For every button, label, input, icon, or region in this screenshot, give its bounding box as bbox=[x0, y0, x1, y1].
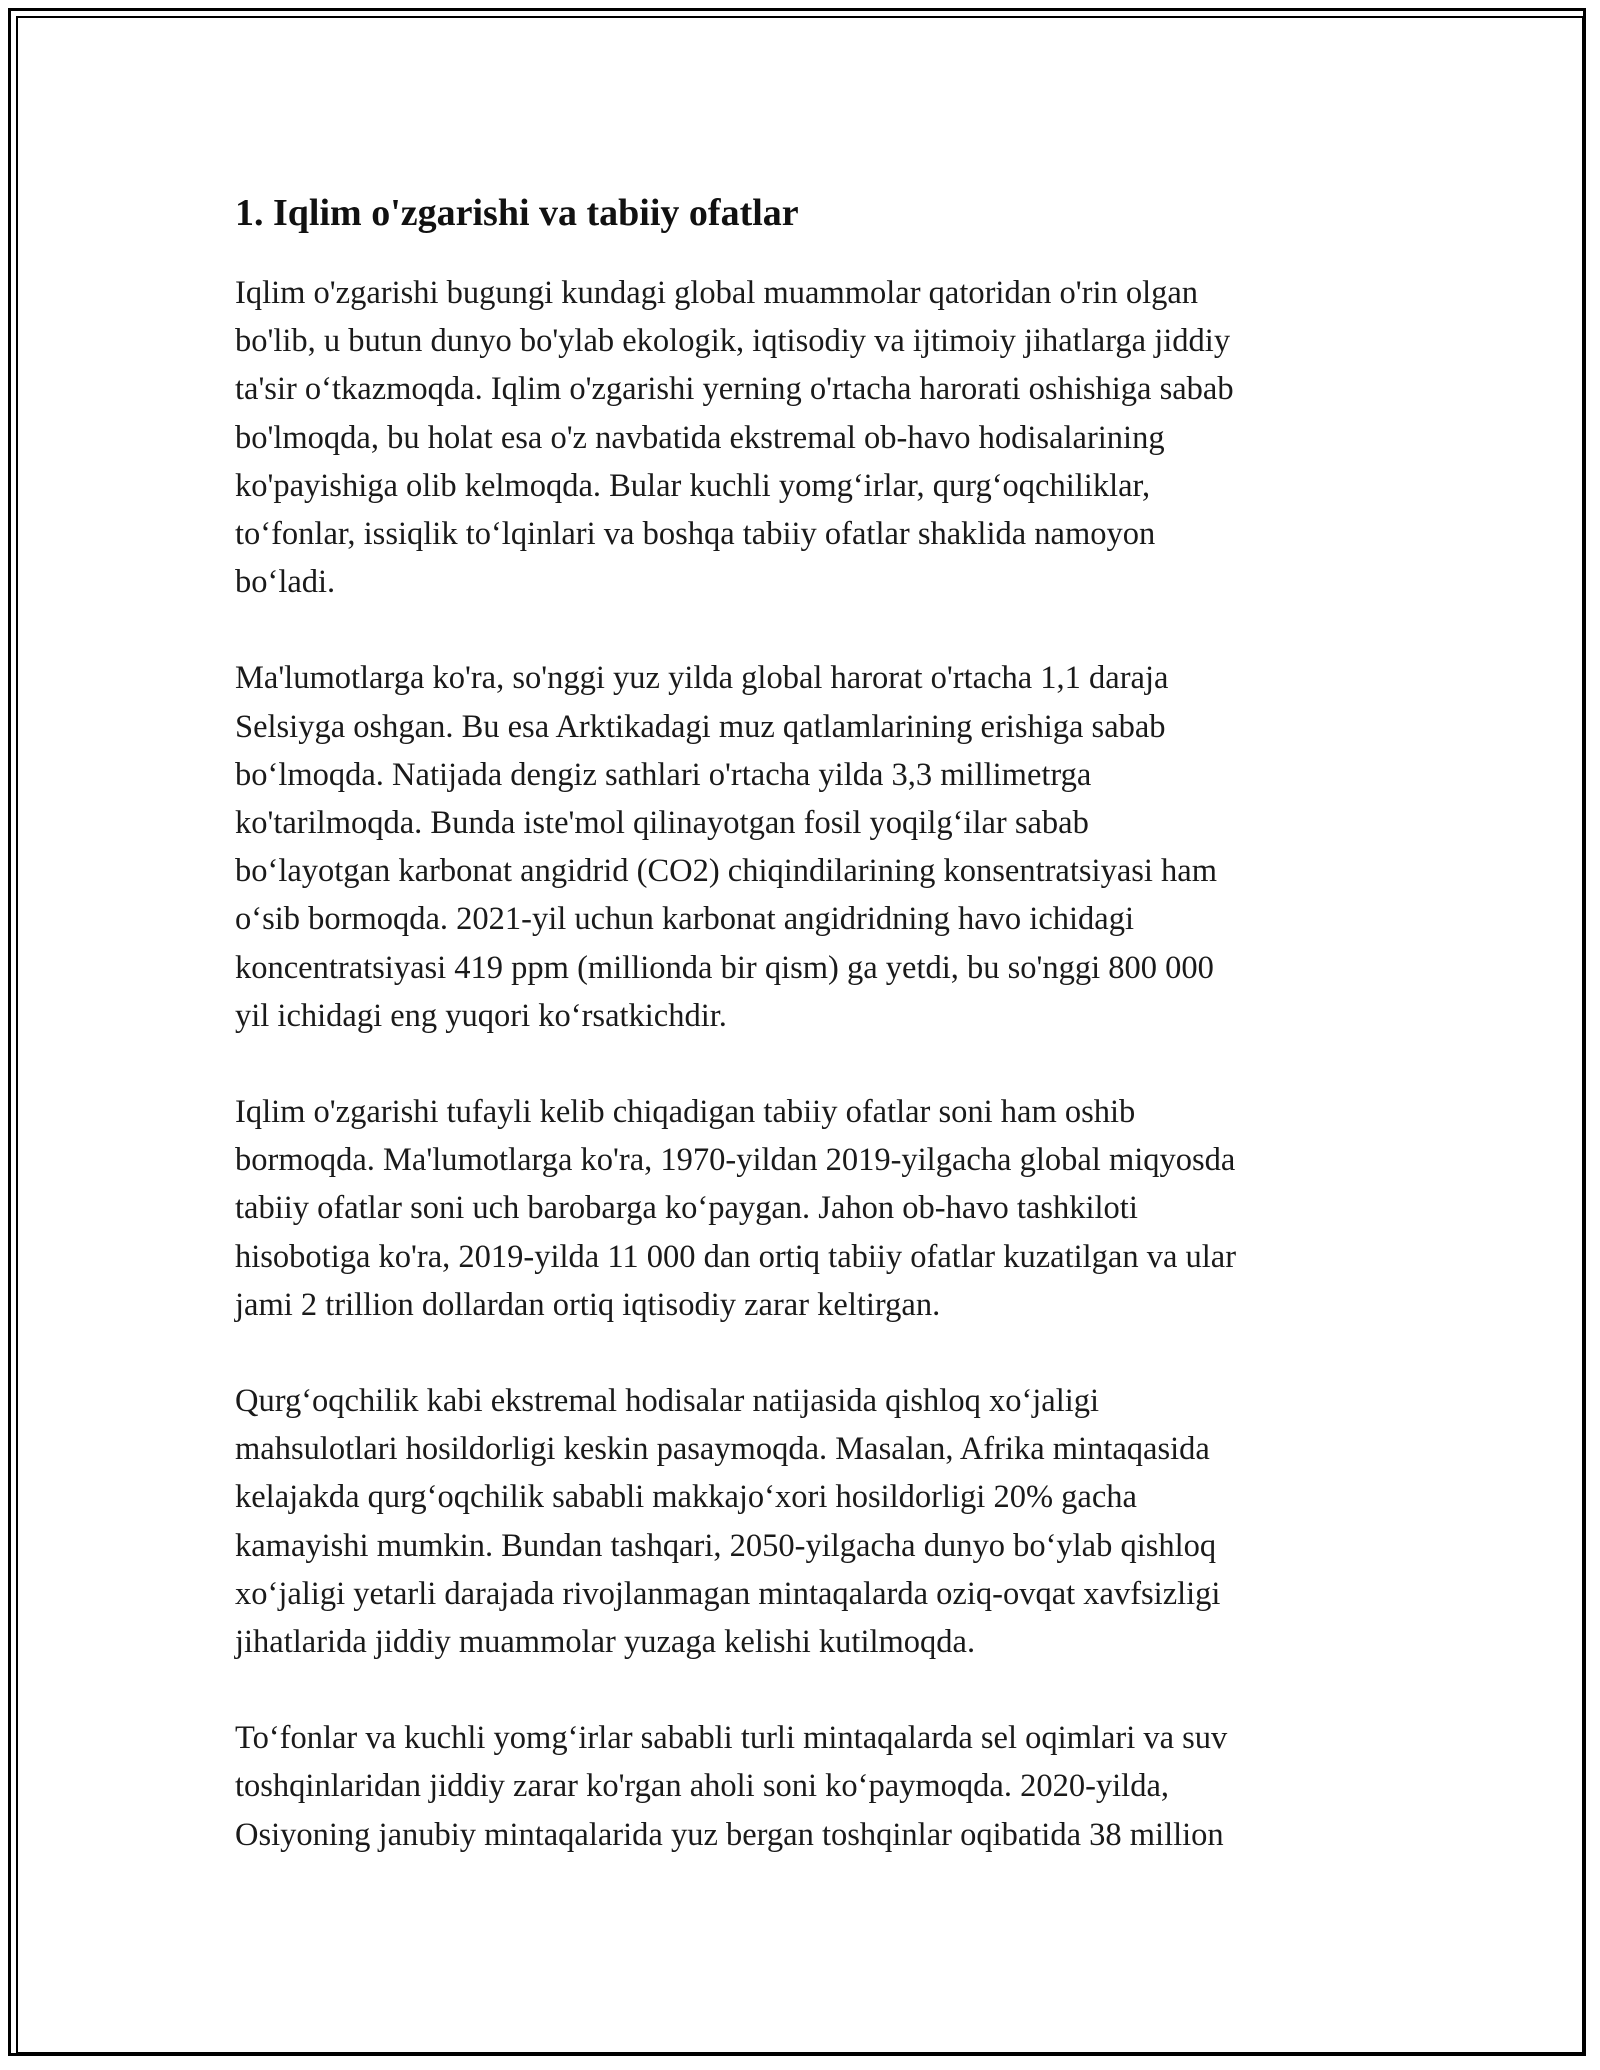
paragraph-line: Iqlim o'zgarishi bugungi kundagi global muammolar qatoridan o'rin olgan bbox=[235, 275, 1199, 311]
document-body bbox=[235, 185, 1375, 1907]
paragraph-line: ko'payishiga olib kelmoqda. Bular kuchli yomg‘irlar, qurg‘oqchiliklar, bbox=[235, 467, 1151, 504]
paragraph-line: ko'tarilmoqda. Bunda iste'mol qilinayotgan fosil yoqilg‘ilar sabab bbox=[235, 805, 1089, 842]
paragraph-4 bbox=[235, 1377, 1375, 1666]
paragraph-line: Selsiyga oshgan. Bu esa Arktikadagi muz qatlamlarining erishiga sabab bbox=[235, 708, 1166, 745]
paragraph-line: xo‘jaligi yetarli darajada rivojlanmagan mintaqalarda oziq-ovqat xavfsizligi bbox=[235, 1575, 1221, 1612]
paragraph-line: o‘sib bormoqda. 2021-yil uchun karbonat angidridning havo ichidagi bbox=[235, 901, 1134, 938]
paragraph-line: tabiiy ofatlar soni uch barobarga ko‘paygan. Jahon ob-havo tashkiloti bbox=[235, 1190, 1138, 1227]
paragraph-line: kamayishi mumkin. Bundan tashqari, 2050-yilgacha dunyo bo‘ylab qishloq bbox=[235, 1527, 1217, 1564]
paragraph-line: koncentratsiyasi 419 ppm (millionda bir qism) ga yetdi, bu so'nggi 800 000 bbox=[235, 949, 1214, 986]
section-heading: 1. Iqlim o'zgarishi va tabiiy ofatlar bbox=[235, 192, 799, 234]
paragraph-line: bo'lmoqda, bu holat esa o'z navbatida ekstremal ob-havo hodisalarining bbox=[235, 419, 1165, 456]
paragraph-3 bbox=[235, 1088, 1375, 1329]
paragraph-line: To‘fonlar va kuchli yomg‘irlar sababli turli mintaqalarda sel oqimlari va suv bbox=[235, 1720, 1228, 1757]
paragraph-2 bbox=[235, 654, 1375, 1040]
paragraph-1 bbox=[235, 269, 1375, 606]
paragraph-line: bo'lib, u butun dunyo bo'ylab ekologik, iqtisodiy va ijtimoiy jihatlarga jiddiy bbox=[235, 323, 1231, 360]
paragraph-line: Iqlim o'zgarishi tufayli kelib chiqadigan tabiiy ofatlar soni ham oshib bbox=[235, 1094, 1136, 1131]
paragraph-line: bo‘layotgan karbonat angidrid (CO2) chiqindilarining konsentratsiyasi ham bbox=[235, 853, 1217, 890]
paragraph-5 bbox=[235, 1714, 1375, 1859]
paragraph-line: toshqinlaridan jiddiy zarar ko'rgan aholi soni ko‘paymoqda. 2020-yilda, bbox=[235, 1768, 1170, 1805]
paragraph-line: bormoqda. Ma'lumotlarga ko'ra, 1970-yildan 2019-yilgacha global miqyosda bbox=[235, 1142, 1236, 1179]
paragraph-line: Osiyoning janubiy mintaqalarida yuz bergan toshqinlar oqibatida 38 million bbox=[235, 1816, 1224, 1853]
paragraph-line: jihatlarida jiddiy muammolar yuzaga kelishi kutilmoqda. bbox=[235, 1624, 976, 1661]
paragraph-line: Ma'lumotlarga ko'ra, so'nggi yuz yilda global harorat o'rtacha 1,1 daraja bbox=[235, 660, 1169, 697]
paragraph-line: Qurg‘oqchilik kabi ekstremal hodisalar natijasida qishloq xo‘jaligi bbox=[235, 1383, 1100, 1420]
paragraph-line: yil ichidagi eng yuqori ko‘rsatkichdir. bbox=[235, 997, 727, 1034]
paragraph-line: bo‘ladi. bbox=[235, 564, 336, 601]
paragraph-line: bo‘lmoqda. Natijada dengiz sathlari o'rtacha yilda 3,3 millimetrga bbox=[235, 756, 1092, 793]
paragraph-line: kelajakda qurg‘oqchilik sababli makkajo‘xori hosildorligi 20% gacha bbox=[235, 1479, 1137, 1516]
paragraph-line: jami 2 trillion dollardan ortiq iqtisodiy zarar keltirgan. bbox=[235, 1286, 941, 1323]
paragraph-line: to‘fonlar, issiqlik to‘lqinlari va boshqa tabiiy ofatlar shaklida namoyon bbox=[235, 516, 1156, 553]
paragraph-line: ta'sir o‘tkazmoqda. Iqlim o'zgarishi yerning o'rtacha harorati oshishiga sabab bbox=[235, 371, 1234, 408]
paragraph-line: mahsulotlari hosildorligi keskin pasaymoqda. Masalan, Afrika mintaqasida bbox=[235, 1431, 1210, 1468]
paragraph-line: hisobotiga ko'ra, 2019-yilda 11 000 dan ortiq tabiiy ofatlar kuzatilgan va ular bbox=[235, 1238, 1237, 1275]
